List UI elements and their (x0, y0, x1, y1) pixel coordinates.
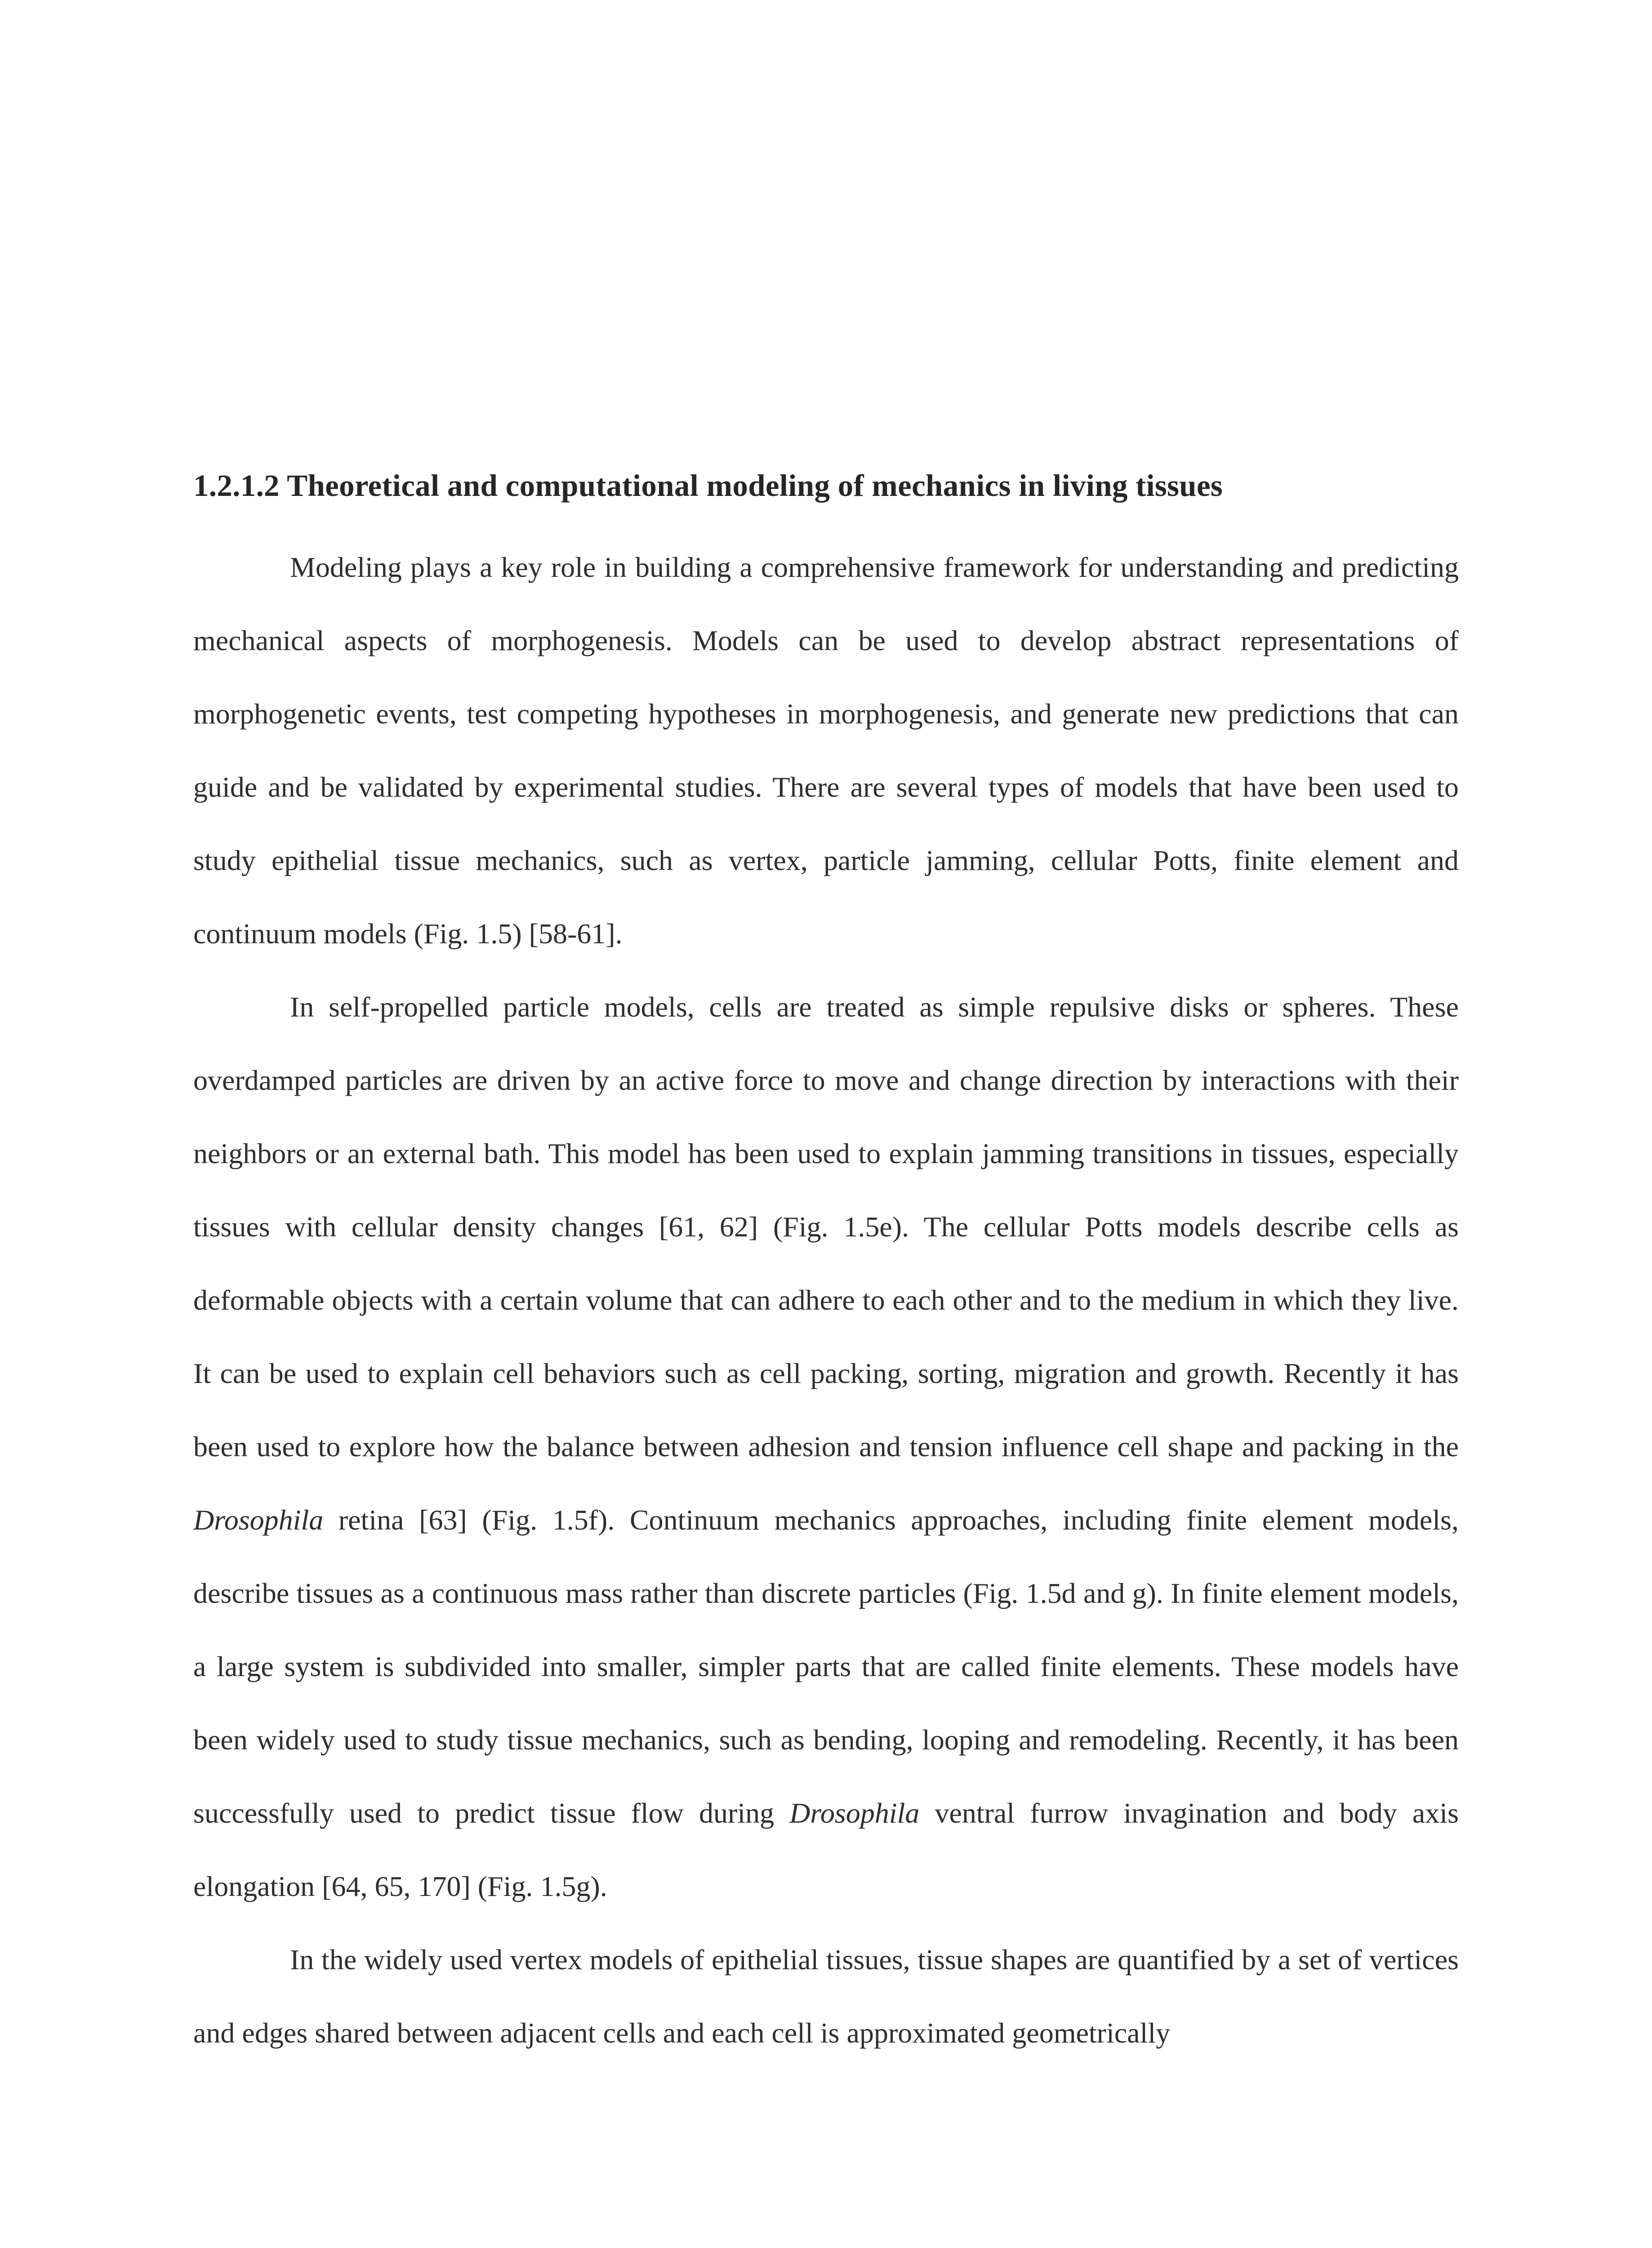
paragraph-3-run-1: In the widely used vertex models of epithelial tissues, tissue shapes are quantified by a set of vertices and edges shared between adjacent cells and each cell is approximated geometrically (193, 1944, 1459, 2049)
paragraph-2-run-1: In self-propelled particle models, cells are treated as simple repulsive disks or spheres. These overdamped particles are driven by an active force to move and change direction by interactions with their neighbors or an external bath. This model has been used to explain jamming transitions in tissues, especially tissues with cellular density changes [61, 62] (Fig. 1.5e). The cellular Potts models describe cells as deformable objects with a certain volume that can adhere to each other and to the medium in which they live. It can be used to explain cell behaviors such as cell packing, sorting, migration and growth. Recently it has been used to explore how the balance between adhesion and tension influence cell shape and packing in the (193, 991, 1459, 1463)
paragraph-2-run-3: retina [63] (Fig. 1.5f). Continuum mechanics approaches, including finite element models, describe tissues as a continuous mass rather than discrete particles (Fig. 1.5d and g). In finite element models, a large system is subdivided into smaller, simpler parts that are called finite elements. These models have been widely used to study tissue mechanics, such as bending, looping and remodeling. Recently, it has been successfully used to predict tissue flow during (193, 1504, 1459, 1829)
paragraph-2-run-2-italic: Drosophila (193, 1504, 324, 1536)
paragraph-1 (193, 531, 1459, 970)
body-text (193, 531, 1459, 2070)
paragraph-1-run-1: Modeling plays a key role in building a comprehensive framework for understanding and predicting mechanical aspects of morphogenesis. Models can be used to develop abstract representations of morphogenetic events, test competing hypotheses in morphogenesis, and generate new predictions that can guide and be validated by experimental studies. There are several types of models that have been used to study epithelial tissue mechanics, such as vertex, particle jamming, cellular Potts, finite element and continuum models (Fig. 1.5) [58-61]. (193, 551, 1459, 950)
paragraph-2-run-4-italic: Drosophila (789, 1797, 920, 1829)
paragraph-3 (193, 1923, 1459, 2070)
paragraph-2-run-5: ventral furrow invagination and body axis elongation [64, 65, 170] (Fig. 1.5g). (193, 1797, 1459, 1902)
section-heading: 1.2.1.2 Theoretical and computational modeling of mechanics in living tissues (193, 468, 1223, 503)
paragraph-2 (193, 970, 1459, 1923)
